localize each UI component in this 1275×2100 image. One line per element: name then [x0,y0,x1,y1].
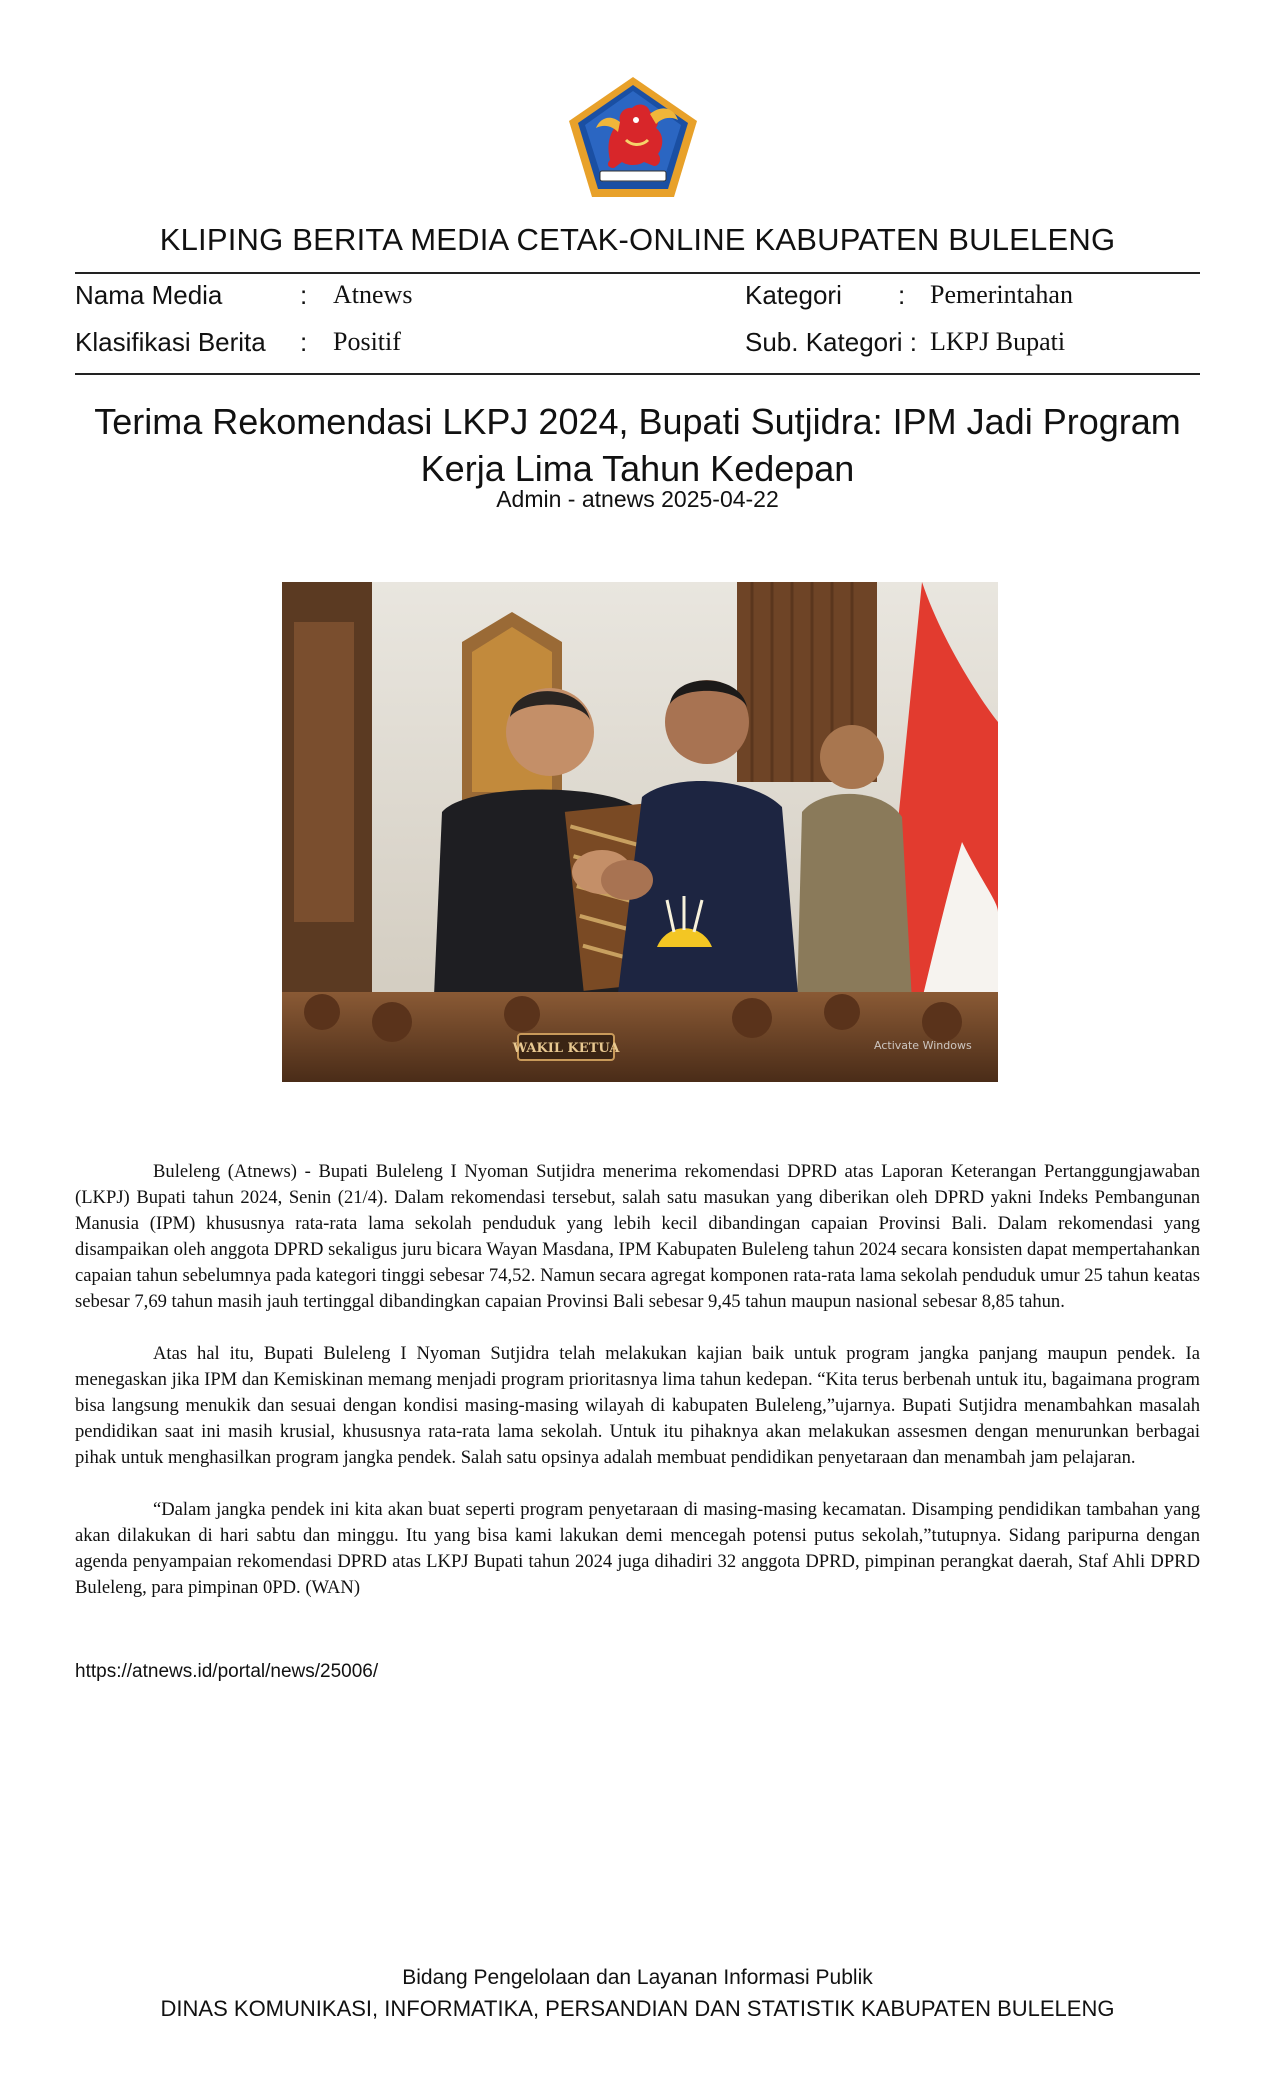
category-value: Pemerintahan [930,280,1073,309]
category-colon: : [898,280,906,310]
subcategory-value: LKPJ Bupati [930,327,1066,356]
media-name-value: Atnews [333,280,413,309]
coat-of-arms-icon [566,74,700,200]
article-body [75,1159,1200,1627]
footer-agency: DINAS KOMUNIKASI, INFORMATIKA, PERSANDIAN DAN STATISTIK KABUPATEN BULELENG [160,1996,1115,2021]
photo-nameplate: WAKIL KETUA [512,1041,620,1056]
subcategory-label: Sub. Kategori : [745,327,917,357]
article-headline: Terima Rekomendasi LKPJ 2024, Bupati Sutjidra: IPM Jadi Program Kerja Lima Tahun Kedepan [94,401,1181,489]
article-byline: Admin - atnews 2025-04-22 [496,486,779,512]
footer-division: Bidang Pengelolaan dan Layanan Informasi Publik [402,1966,873,1989]
clipping-header-title: KLIPING BERITA MEDIA CETAK-ONLINE KABUPATEN BULELENG [159,222,1116,257]
source-url-link[interactable]: https://atnews.id/portal/news/25006/ [75,1661,379,1682]
media-name-label: Nama Media [75,280,223,310]
handshake-photo-illustration [282,582,998,1082]
article-photo [282,582,998,1082]
article-paragraph-1: Buleleng (Atnews) - Bupati Buleleng I Nyoman Sutjidra menerima rekomendasi DPRD atas Laporan Keterangan Pertanggungjawaban (LKPJ) Bupati tahun 2024, Senin (21/4). Dalam rekomendasi tersebut, salah satu masukan yang diberikan oleh DPRD yakni Indeks Pembangunan Manusia (IPM) khususnya rata-rata lama sekolah penduduk yang lebih kecil dibandingan capaian Provinsi Bali. Dalam rekomendasi yang disampaikan oleh anggota DPRD sekaligus juru bicara Wayan Masdana, IPM Kabupaten Buleleng tahun 2024 secara konsisten dapat mempertahankan capaian tahun sebelumnya pada kategori tinggi sebesar 74,52. Namun secara agregat komponen rata-rata lama sekolah penduduk umur 25 tahun keatas sebesar 7,69 tahun masih jauh tertinggal dibandingkan capaian Provinsi Bali sebesar 9,45 tahun maupun nasional sebesar 8,85 tahun. [75,1161,1200,1312]
article-paragraph-2: Atas hal itu, Bupati Buleleng I Nyoman Sutjidra telah melakukan kajian baik untuk program jangka panjang maupun pendek. Ia menegaskan jika IPM dan Kemiskinan memang menjadi program prioritasnya lima tahun kedepan. “Kita terus berbenah untuk itu, bagaimana program bisa langsung menukik dan sesuai dengan kondisi masing-masing wilayah di kabupaten Buleleng,”ujarnya. Bupati Sutjidra menambahkan masalah pendidikan saat ini masih krusial, khususnya rata-rata lama sekolah. Untuk itu pihaknya akan melakukan assesmen dengan menurunkan berbagai pihak untuk menghasilkan program jangka pendek. Salah satu opsinya adalah membuat pendidikan penyetaraan dan menambah jam pelajaran. [75,1343,1200,1468]
media-name-colon: : [300,280,308,310]
category-label: Kategori [745,280,842,310]
classification-label: Klasifikasi Berita [75,327,266,357]
header-divider-bottom [75,373,1200,375]
buleleng-coat-of-arms-logo [566,74,700,200]
classification-colon: : [300,327,308,357]
classification-value: Positif [333,327,401,356]
photo-watermark: Activate Windows [874,1039,972,1052]
header-divider-top [75,272,1200,274]
article-paragraph-3: “Dalam jangka pendek ini kita akan buat seperti program penyetaraan di masing-masing kecamatan. Disamping pendidikan tambahan yang akan dilakukan di hari sabtu dan minggu. Itu yang bisa kami lakukan demi mencegah potensi putus sekolah,”tutupnya. Sidang paripurna dengan agenda penyampaian rekomendasi DPRD atas LKPJ Bupati tahun 2024 juga dihadiri 32 anggota DPRD, pimpinan perangkat daerah, Staf Ahli DPRD Buleleng, para pimpinan 0PD. (WAN) [75,1499,1200,1598]
